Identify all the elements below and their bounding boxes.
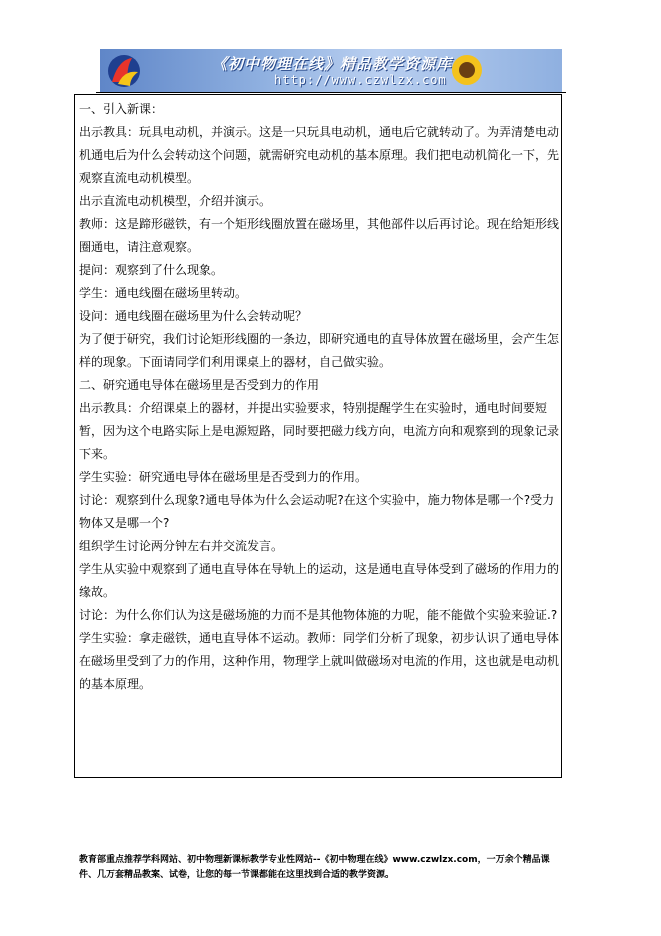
- site-title: 《初中物理在线》精品教学资源库: [212, 55, 453, 73]
- paragraph: 组织学生讨论两分钟左右并交流发言。: [79, 539, 284, 553]
- footer-line: 件、几万套精品教案、试卷，让您的每一节课都能在这里找到合适的教学资源。: [79, 870, 395, 880]
- paragraph: 出示直流电动机模型，介绍并演示。: [79, 194, 272, 208]
- paragraph: 提问：观察到了什么现象。: [79, 263, 224, 277]
- paragraph: 为了便于研究，我们讨论矩形线圈的一条边，即研究通电的直导体放置在磁场里，会产生怎样的现象。下面请同学们利用课桌上的器材，自己做实验。: [79, 332, 560, 369]
- header-banner: [100, 49, 562, 92]
- site-logo: [104, 52, 144, 89]
- paragraph: 二、研究通电导体在磁场里是否受到力的作用: [79, 378, 320, 392]
- paragraph: 讨论：观察到什么现象?通电导体为什么会运动呢?在这个实验中，施力物体是哪一个?受力物体又是哪一个?: [79, 493, 555, 530]
- header-rule: [96, 92, 566, 93]
- page-footer: [79, 853, 599, 883]
- paragraph: 学生：通电线圈在磁场里转动。: [79, 286, 248, 300]
- paragraph: 讨论：为什么你们认为这是磁场施的力而不是其他物体施的力呢，能不能做个实验来验证.?: [79, 608, 558, 622]
- footer-line: 教育部重点推荐学科网站、初中物理新课标教学专业性网站--《初中物理在线》www.czwlzx.com，一万余个精品课: [79, 855, 550, 865]
- sunflower-icon: [450, 53, 484, 87]
- lesson-content: [79, 98, 561, 696]
- paragraph: 学生从实验中观察到了通电直导体在导轨上的运动，这是通电直导体受到了磁场的作用力的缘故。: [79, 562, 560, 599]
- paragraph: 学生实验：研究通电导体在磁场里是否受到力的作用。: [79, 470, 368, 484]
- paragraph: 学生实验：拿走磁铁，通电直导体不运动。教师：同学们分析了现象，初步认识了通电导体在磁场里受到了力的作用，这种作用，物理学上就叫做磁场对电流的作用，这也就是电动机的基本原理。: [79, 631, 560, 691]
- site-url[interactable]: http://www.czwlzx.com: [274, 73, 447, 87]
- paragraph: 教师：这是蹄形磁铁，有一个矩形线圈放置在磁场里，其他部件以后再讨论。现在给矩形线圈通电，请注意观察。: [79, 217, 560, 254]
- paragraph: 一、引入新课：: [79, 102, 164, 116]
- paragraph: 设问：通电线圈在磁场里为什么会转动呢？: [79, 309, 308, 323]
- paragraph: 出示教具：玩具电动机，并演示。这是一只玩具电动机，通电后它就转动了。为弄清楚电动机通电后为什么会转动这个问题，就需研究电动机的基本原理。我们把电动机简化一下，先观察直流电动机模型。: [79, 125, 560, 185]
- paragraph: 出示教具：介绍课桌上的器材，并提出实验要求，特别提醒学生在实验时，通电时间要短暂，因为这个电路实际上是电源短路，同时要把磁力线方向，电流方向和观察到的现象记录下来。: [79, 401, 560, 461]
